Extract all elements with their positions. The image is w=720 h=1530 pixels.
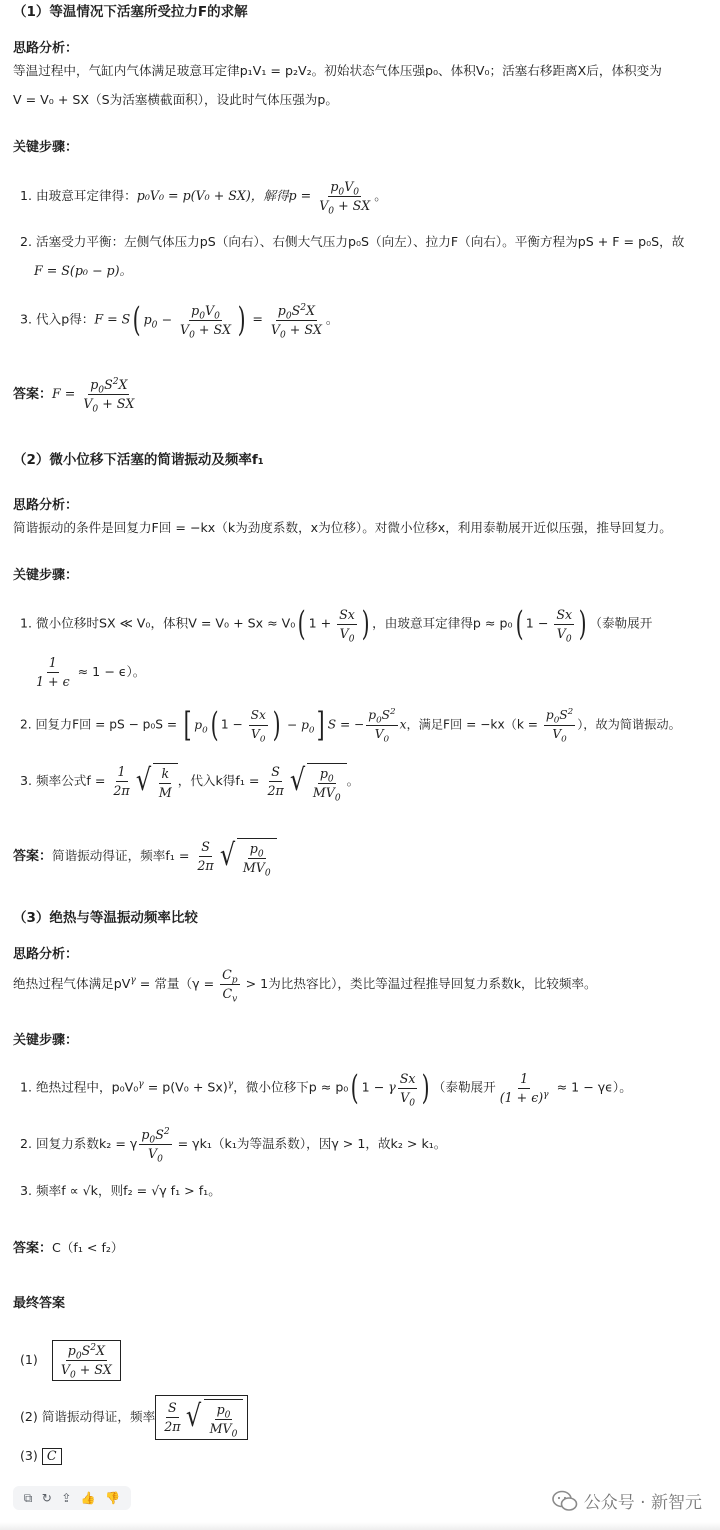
part2-analysis-line1: 简谐振动的条件是回复力F回 = −kx（k为劲度系数，x为位移）。对微小位移x，利用泰勒展开近似压强，推导回复力。: [13, 520, 672, 535]
part3-analysis-mid: = 常量（γ =: [135, 975, 219, 991]
part3-step1-end: ≈ 1 − γϵ）。: [552, 1079, 632, 1095]
final-item1-box: $\frac{p_0S^2X}{V_0 + SX}$: [52, 1340, 121, 1381]
part2-step1-prefix: 1. 微小位移时SX ≪ V₀，体积V = V₀ + Sx ≈ V₀: [20, 615, 296, 631]
final-item1: [20, 1340, 712, 1381]
part3-step1: 1. 绝热过程中，$p_0V_0^\gamma = p(V_0 + Sx)^\gamma$，微小位移下p ≈ p₀( 1 − γ $\frac{Sx}{V_0}$ ) （泰勒展开 $\frac{1}{(1 + \epsilon)^\gamma}$ ≈ 1 − γϵ）。: [20, 1068, 632, 1109]
part1-step1: 1. 由玻意耳定律得：p₀V₀ = p(V₀ + SX)，解得p = $\frac{p_0V_0}{V_0 + SX}$ 。: [20, 179, 387, 217]
part1-analysis-line2: V = V₀ + SX（S为活塞横截面积），设此时气体压强为p。: [13, 92, 338, 107]
response-toolbar: [13, 1486, 131, 1510]
part1-step1-frac: $\frac{p_0V_0}{V_0 + SX}$: [319, 179, 371, 217]
part1-step3-prefix: 3. 代入p得：: [20, 311, 95, 327]
part3-analysis-label: 思路分析：: [13, 947, 79, 962]
part3-step2: 2. 回复力系数k₂ = γ $\frac{p_0S^2}{V_0}$ = γk₁（k₁为等温系数），因γ > 1，故k₂ > k₁。: [20, 1126, 447, 1165]
final-answer-label: 最终答案: [13, 1296, 66, 1311]
part3-analysis-suffix: > 1为比热容比），类比等温过程推导回复力系数k，比较频率。: [241, 975, 597, 991]
part1-step1-eq: p₀V₀ = p(V₀ + SX)，解得p =: [136, 187, 316, 203]
part1-analysis-line1: 等温过程中，气缸内气体满足玻意耳定律p₁V₁ = p₂V₂。初始状态气体压强p₀、体积V₀；活塞右移距离X后，体积变为: [13, 63, 662, 78]
part1-analysis-label: 思路分析：: [13, 41, 79, 56]
part2-step1: 1. 微小位移时SX ≪ V₀，体积V = V₀ + Sx ≈ V₀( 1 + $\frac{Sx}{V_0}$ ) ，由玻意耳定律得p ≈ p₀( 1 − $\frac{Sx}{V_0}$ ) （泰勒展开: [20, 604, 653, 645]
part2-step1-line2: $\frac{1}{1 + \epsilon}$ ≈ 1 − ϵ）。: [36, 655, 146, 689]
part2-title: （2）微小位移下活塞的简谐振动及频率f₁: [13, 452, 264, 468]
part2-answer-text: 简谐振动得证，频率f₁ =: [52, 847, 194, 863]
watermark: [552, 1488, 702, 1513]
part3-title: （3）绝热与等温振动频率比较: [13, 910, 198, 926]
part2-step2: 2. 回复力F回 = pS − p₀S = [ $p_0$( 1 − $\frac{Sx}{V_0}$ ) − $p_0$] S = − $\frac{p_0S^2}{V_0}$ x，满足F回 = −kx（k = $\frac{p_0S^2}{V_0}$ ），故为简谐振动。: [20, 705, 681, 745]
part2-step3: 3. 频率公式f = $\frac{1}{2\pi}$ √ $\frac{k}{M}$ ，代入k得f₁ = $\frac{S}{2\pi}$ √ $\frac{p_0}{MV_0}$ 。: [20, 763, 360, 804]
part2-step2-suffix: ），故为简谐振动。: [577, 717, 681, 732]
part1-step1-prefix: 1. 由玻意耳定律得：: [20, 187, 137, 203]
part2-step1-suffix: （泰勒展开: [589, 615, 653, 631]
part3-steps-label: 关键步骤：: [13, 1033, 79, 1048]
part1-step2-line2: F = S(p₀ − p)。: [34, 263, 133, 278]
final-item2-box: $\frac{S}{2\pi}$ √ $\frac{p_0}{MV_0}$: [155, 1395, 248, 1440]
final-item2-label: (2) 简谐振动得证，频率: [20, 1408, 156, 1424]
part1-answer-label: 答案：: [13, 386, 53, 402]
part3-step1-mid2: ，微小位移下p ≈ p₀: [233, 1079, 349, 1095]
part2-step2-prefix: 2. 回复力F回 = pS − p₀S =: [20, 717, 181, 732]
final-item2: [20, 1395, 712, 1440]
final-item3-label: (3): [20, 1447, 38, 1463]
part3-step1-prefix: 1. 绝热过程中，p₀V₀: [20, 1079, 139, 1095]
part2-step3-prefix: 3. 频率公式f =: [20, 772, 110, 788]
part3-step2-suffix: = γk₁（k₁为等温系数），因γ > 1，故k₂ > k₁。: [173, 1135, 447, 1151]
part2-analysis-label: 思路分析：: [13, 498, 79, 513]
refresh-icon[interactable]: ↻: [41, 1491, 52, 1505]
part3-analysis: 绝热过程气体满足$pV^\gamma$ = 常量（γ = $\frac{C_p}{C_v}$ > 1为比热容比），类比等温过程推导回复力系数k，比较频率。: [13, 967, 597, 1005]
part1-answer-eq: F =: [52, 385, 80, 401]
part1-steps-label: 关键步骤：: [13, 140, 79, 155]
final-item3-box: C: [42, 1448, 62, 1465]
part3-answer-label: 答案：: [13, 1241, 53, 1256]
final-item1-label: (1): [20, 1351, 38, 1367]
wechat-icon: [552, 1490, 578, 1512]
final-item3: [20, 1448, 712, 1465]
part2-step1-mid: ，由玻意耳定律得p ≈ p₀: [372, 615, 513, 631]
part2-answer-label: 答案：: [13, 848, 53, 864]
part1-title: （1）等温情况下活塞所受拉力F的求解: [13, 4, 248, 20]
thumbs-up-icon[interactable]: 👍: [80, 1491, 96, 1505]
part1-answer: 答案：F = $\frac{p_0S^2X}{V_0 + SX}$: [13, 376, 135, 415]
bottom-strip: [0, 1522, 720, 1530]
part2-steps-label: 关键步骤：: [13, 568, 79, 583]
watermark-text: 公众号 · 新智元: [583, 1493, 702, 1513]
part2-step1-line2-suffix: ≈ 1 − ϵ）。: [73, 663, 146, 679]
copy-icon[interactable]: ⧉: [23, 1490, 33, 1505]
part3-step1-mid: = p(V₀ + Sx): [143, 1079, 228, 1095]
part3-answer: [13, 1242, 712, 1255]
part3-analysis-prefix: 绝热过程气体满足pV: [13, 975, 131, 991]
part1-step2-line1: 2. 活塞受力平衡：左侧气体压力pS（向右）、右侧大气压力p₀S（向左）、拉力F（向右）。平衡方程为pS + F = p₀S，故: [20, 234, 685, 249]
part3-step1-suffix: （泰勒展开: [432, 1079, 496, 1095]
share-icon[interactable]: ⇪: [61, 1491, 72, 1505]
part3-step3: 3. 频率f ∝ √k，则f₂ = √γ f₁ > f₁。: [20, 1183, 221, 1198]
part2-step3-mid: ，代入k得f₁ =: [177, 772, 264, 788]
thumbs-down-icon[interactable]: 👎: [105, 1491, 121, 1505]
part2-answer: 答案：简谐振动得证，频率f₁ = $\frac{S}{2\pi}$ √ $\frac{p_0}{MV_0}$: [13, 838, 712, 875]
part3-step2-prefix: 2. 回复力系数k₂ = γ: [20, 1135, 138, 1151]
part3-answer-text: C（f₁ < f₂）: [52, 1240, 124, 1255]
part1-step3: 3. 代入p得：F = S( $p_0$ − $\frac{p_0V_0}{V_0 + SX}$ ) = $\frac{p_0S^2X}{V_0 + SX}$ 。: [20, 300, 339, 341]
part2-step2-mid: ，满足F回 = −kx（k =: [406, 717, 542, 732]
